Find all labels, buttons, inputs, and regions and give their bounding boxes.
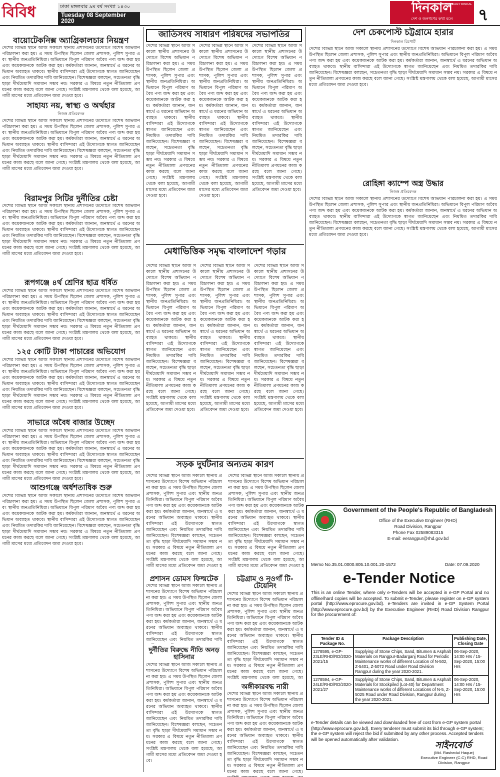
mid-columns — [146, 264, 304, 454]
table-cell: 06-Sep-2020, 14:00 Hrs / 15-Sep-2020, 15:00 Hrs — [453, 676, 489, 704]
signatory-name: (Md. Rashedul Haque) — [433, 750, 475, 755]
masthead — [0, 0, 500, 26]
table-row — [312, 648, 489, 676]
article-text: দেশের বিভিন্ন স্থানে আজ সকালে স্থানীয় প্রশাসনের উদ্যোগে বিশেষ অভিযান পরিচালনা করা হয়। এ সময় উপস্থিত ছিলেন জেলা প্রশাসক, পুলিশ সুপার এবং স্থানীয় জনপ্রতিনিধিরা। অভিযানে বিপুল পরিমাণ অবৈধ পণ্য জব্দ করা হয় এবং কয়েকজনকে আটক করা হয়। কর্মকর্তারা জানান, জনস্বার্থে এ ধরনের অভিযান অব্যাহত থাকবে। স্থানীয় বাসিন্দারা এই উদ্যোগকে স্বাগত জানিয়েছেন এবং নিয়মিত তদারকির দাবি জানিয়েছেন। বিশেষজ্ঞরা বলছেন, সচেতনতা বৃদ্ধি ছাড়া দীর্ঘমেয়াদি সমাধান সম্ভব নয়। সরকার এ বিষয়ে নতুন নীতিমালা প্রণয়নের কাজ করছে বলে জানা গেছে। সংশ্লিষ্ট মন্ত্রণালয় থেকে বলা হয়েছে, আগামী মাসের মধ্যে প্রতিবেদন জমা দেওয়া হবে। — [146, 662, 222, 764]
section-name: বিবিধ — [2, 3, 36, 21]
logo-bengali: দিনকাল — [411, 1, 453, 16]
headline: সড়ক দুর্ঘটনার অন্যতম কারণ — [176, 460, 274, 470]
article-text: দেশের বিভিন্ন স্থানে আজ সকালে স্থানীয় প্রশাসনের উদ্যোগে বিশেষ অভিযান পরিচালনা করা হয়। এ সময় উপস্থিত ছিলেন জেলা প্রশাসক, পুলিশ সুপার এবং স্থানীয় জনপ্রতিনিধিরা। অভিযানে বিপুল পরিমাণ অবৈধ পণ্য জব্দ করা হয় এবং কয়েকজনকে আটক করা হয়। কর্মকর্তারা জানান, জনস্বার্থে এ ধরনের অভিযান অব্যাহত থাকবে। স্থানীয় বাসিন্দারা এই উদ্যোগকে স্বাগত জানিয়েছেন এবং নিয়মিত তদারকির দাবি জানিয়েছেন। বিশেষজ্ঞরা বলছেন, সচেতনতা বৃদ্ধি ছাড়া দীর্ঘমেয়াদি সমাধান সম্ভব নয়। সরকার এ বিষয়ে নতুন নীতিমালা প্রণয়নের কাজ করছে বলে জানা গেছে। সংশ্লিষ্ট মন্ত্রণালয় থেকে বলা হয়েছে, আগামী মাসের মধ্যে প্রতিবেদন জমা দেওয়া হবে। — [2, 118, 140, 172]
bottom-story-mid — [227, 574, 303, 776]
article-text: দেশের বিভিন্ন স্থানে আজ সকালে স্থানীয় প্রশাসনের উদ্যোগে বিশেষ অভিযান পরিচালনা করা হয়। এ সময় উপস্থিত ছিলেন জেলা প্রশাসক, পুলিশ সুপার এবং স্থানীয় জনপ্রতিনিধিরা। অভিযানে বিপুল পরিমাণ অবৈধ পণ্য জব্দ করা হয় এবং কয়েকজনকে আটক করা হয়। কর্মকর্তারা জানান, জনস্বার্থে এ ধরনের অভিযান অব্যাহত থাকবে। স্থানীয় বাসিন্দারা এই উদ্যোগকে স্বাগত জানিয়েছেন এবং নিয়মিত তদারকির দাবি জানিয়েছেন। বিশেষজ্ঞরা বলছেন, সচেতনতা বৃদ্ধি ছাড়া দীর্ঘমেয়াদি সমাধান সম্ভব নয়। সরকার এ বিষয়ে নতুন নীতিমালা প্রণয়নের কাজ করছে বলে জানা গেছে। সংশ্লিষ্ট মন্ত্রণালয় থেকে বলা হয়েছে, আগামী মাসের মধ্যে প্রতিবেদন জমা দেওয়া হবে। — [309, 196, 497, 238]
lead-columns — [146, 44, 302, 242]
article-text: দেশের বিভিন্ন স্থানে আজ সকালে স্থানীয় প্রশাসনের উদ্যোগে বিশেষ অভিযান পরিচালনা করা হয়। এ সময় উপস্থিত ছিলেন জেলা প্রশাসক, পুলিশ সুপার এবং স্থানীয় জনপ্রতিনিধিরা। অভিযানে বিপুল পরিমাণ অবৈধ পণ্য জব্দ করা হয় এবং কয়েকজনকে আটক করা হয়। কর্মকর্তারা জানান, জনস্বার্থে এ ধরনের অভিযান অব্যাহত থাকবে। স্থানীয় বাসিন্দারা এই উদ্যোগকে স্বাগত জানিয়েছেন এবং নিয়মিত তদারকির দাবি জানিয়েছেন। বিশেষজ্ঞরা বলছেন, সচেতনতা বৃদ্ধি ছাড়া দীর্ঘমেয়াদি সমাধান সম্ভব নয়। সরকার এ বিষয়ে নতুন নীতিমালা প্রণয়নের কাজ করছে বলে জানা গেছে। সংশ্লিষ্ট মন্ত্রণালয় থেকে বলা হয়েছে, আগামী মাসের মধ্যে প্রতিবেদন জমা দেওয়া হবে। — [2, 204, 140, 258]
headline: বায়োটেকনিক্স অ্যাগ্রিকালচার নিয়ন্ত্রণ — [13, 35, 129, 45]
lead-story — [146, 29, 302, 42]
section-rule — [146, 244, 304, 245]
column-left — [2, 28, 140, 770]
notice-title: e-Tender Notice — [342, 570, 456, 587]
table-header: Tender ID & Package No. — [312, 635, 354, 648]
notice-date: Date: 07.09.2020 — [445, 562, 480, 567]
headline: রোহিঙ্গা ক্যাম্পে অস্ত্র উদ্ধার — [362, 178, 444, 188]
table-cell: Supplying of Stone Chips, Sand, Bitumen & Asphalt Materials for Stockpiled (Lot-40) for Department Maintenance works of different Locations of N-5, Z-5025 Road under Road Division, Rangpur during the year 2020-2021. — [355, 677, 451, 702]
article-text: দেশের বিভিন্ন স্থানে আজ সকালে স্থানীয় প্রশাসনের উদ্যোগে বিশেষ অভিযান পরিচালনা করা হয়। এ সময় উপস্থিত ছিলেন জেলা প্রশাসক, পুলিশ সুপার এবং স্থানীয় জনপ্রতিনিধিরা। অভিযানে বিপুল পরিমাণ অবৈধ পণ্য জব্দ করা হয় এবং কয়েকজনকে আটক করা হয়। কর্মকর্তারা জানান, জনস্বার্থে এ ধরনের অভিযান অব্যাহত থাকবে। স্থানীয় বাসিন্দারা এই উদ্যোগকে স্বাগত জানিয়েছেন এবং নিয়মিত তদারকির দাবি জানিয়েছেন। বিশেষজ্ঞরা বলছেন, সচেতনতা বৃদ্ধি ছাড়া দীর্ঘমেয়াদি সমাধান সম্ভব নয়। সরকার এ বিষয়ে নতুন নীতিমালা প্রণয়নের কাজ করছে বলে জানা গেছে। সংশ্লিষ্ট মন্ত্রণালয় থেকে বলা হয়েছে, আগামী মাসের মধ্যে প্রতিবেদন জমা দেওয়া হবে। — [2, 357, 140, 411]
article-text: দেশের বিভিন্ন স্থানে আজ সকালে স্থানীয় প্রশাসনের উদ্যোগে বিশেষ অভিযান পরিচালনা করা হয়। এ সময় উপস্থিত ছিলেন জেলা প্রশাসক, পুলিশ সুপার এবং স্থানীয় জনপ্রতিনিধিরা। অভিযানে বিপুল পরিমাণ অবৈধ পণ্য জব্দ করা হয় এবং কয়েকজনকে আটক করা হয়। কর্মকর্তারা জানান, জনস্বার্থে এ ধরনের অভিযান অব্যাহত থাকবে। স্থানীয় বাসিন্দারা এই উদ্যোগকে স্বাগত জানিয়েছেন এবং নিয়মিত তদারকির দাবি জানিয়েছেন। বিশেষজ্ঞরা বলছেন, সচেতনতা বৃদ্ধি ছাড়া দীর্ঘমেয়াদি সমাধান সম্ভব নয়। সরকার এ বিষয়ে নতুন নীতিমালা প্রণয়নের কাজ করছে বলে জানা গেছে। — [227, 692, 303, 776]
tender-notice — [306, 505, 496, 770]
headline: মেধাভিত্তিক সমৃদ্ধ বাংলাদেশ গড়ার — [163, 247, 287, 257]
road-story — [146, 461, 304, 470]
newspaper-logo — [390, 1, 474, 24]
notice-body: This is an online Tender, where only e-Tenders will be accepted in e-GP Portal and no offline/hard copies will be accepted. To submit e-Tender, please register on e-GP system portal (http://www.eprocure.gov.bd). e-Tenders are invited in e-GP System Portal (http://www.eprocure.gov.bd) by the Executive Engineer (RHD) Road Division Rangpur for the procurement of: — [311, 590, 489, 617]
headline: ১২৫ কোটি টাকা পাচারের অভিযোগ — [16, 347, 126, 357]
headline: আশুগঞ্জে অর্ধশতাধিক শুরু — [30, 482, 112, 492]
table-row — [312, 676, 489, 704]
article-text: দেশের বিভিন্ন স্থানে আজ সকালে স্থানীয় প্রশাসনের উদ্যোগে বিশেষ অভিযান পরিচালনা করা হয়। এ সময় উপস্থিত ছিলেন জেলা প্রশাসক, পুলিশ সুপার এবং স্থানীয় জনপ্রতিনিধিরা। অভিযানে বিপুল পরিমাণ অবৈধ পণ্য জব্দ করা হয় এবং কয়েকজনকে আটক করা হয়। কর্মকর্তারা জানান, জনস্বার্থে এ ধরনের অভিযান অব্যাহত থাকবে। স্থানীয় বাসিন্দারা এই উদ্যোগকে স্বাগত জানিয়েছেন এবং নিয়মিত তদারকির দাবি জানিয়েছেন। বিশেষজ্ঞরা বলছেন, সচেতনতা বৃদ্ধি ছাড়া দীর্ঘমেয়াদি সমাধান সম্ভব নয়। সরকার এ বিষয়ে নতুন নীতিমালা প্রণয়নের কাজ করছে বলে জানা গেছে। সংশ্লিষ্ট মন্ত্রণালয় থেকে বলা হয়েছে, আগামী মাসের মধ্যে প্রতিবেদন জমা দেওয়া হবে। — [2, 289, 140, 343]
headline: সাভারে অবৈধ বাজার উচ্ছেদ — [27, 417, 115, 427]
notice-office: Office of the Executive Engineer (RHD) — [378, 518, 458, 523]
article-text: দেশের বিভিন্ন স্থানে আজ সকালে স্থানীয় প্রশাসনের উদ্যোগে বিশেষ অভিযান পরিচালনা করা হয়। এ সময় উপস্থিত ছিলেন জেলা প্রশাসক, পুলিশ সুপার এবং স্থানীয় জনপ্রতিনিধিরা। অভিযানে বিপুল পরিমাণ অবৈধ পণ্য জব্দ করা হয় এবং কয়েকজনকে আটক করা হয়। কর্মকর্তারা জানান, জনস্বার্থে এ ধরনের অভিযান অব্যাহত থাকবে। স্থানীয় বাসিন্দারা এই উদ্যোগকে স্বাগত জানিয়েছেন এবং নিয়মিত তদারকির দাবি জানিয়েছেন। বিশেষজ্ঞরা বলছেন, সচেতনতা বৃদ্ধি ছাড়া দীর্ঘমেয়াদি সমাধান সম্ভব নয়। সরকার এ বিষয়ে নতুন নীতিমালা প্রণয়নের কাজ করছে বলে জানা গেছে। সংশ্লিষ্ট মন্ত্রণালয় থেকে বলা হয়েছে, আগামী মাসের মধ্যে প্রতিবেদন জমা দেওয়া হ — [228, 474, 304, 569]
byline: নিজস্ব প্রতিবেদক — [389, 188, 417, 194]
byline: নিজস্ব প্রতিবেদক — [57, 110, 85, 116]
table-header: Publishing Date, Closing Date — [454, 636, 487, 646]
right-story — [309, 29, 497, 501]
headline: চট্টগ্রাম ও নওগাঁ টি-টেয়েনিং — [236, 574, 294, 591]
column-rule — [224, 574, 225, 772]
signatory — [415, 750, 493, 765]
table-cell: 1278595, e-GP-23LE/RHD/RD/2020-2021/15 — [312, 648, 354, 676]
notice-footer: e-Tender details can be viewed and downloaded free of cost from e-GP system portal (http://www.eprocure.gov.bd). Every tenderer must submit its bid through e-GP system; the e-GP system will reject the bid if submitted by any other process. Accepted tenders will be opened automatically after validation. — [311, 720, 484, 742]
page-number: ৭ — [478, 5, 489, 24]
headline: দেশ চেকপোস্ট চট্টগ্রামে হারার — [352, 28, 454, 38]
notice-division: Road Division, Rangpur — [394, 524, 442, 529]
headline: অঙ্গীকারবদ্ধ নারী — [241, 681, 289, 691]
column-rule — [143, 27, 144, 772]
article-text: দেশের বিভিন্ন স্থানে আজ সকালে স্থানীয় প্রশাসনের উদ্যোগে বিশেষ অভিযান পরিচালনা করা হয়। এ সময় উপস্থিত ছিলেন জেলা প্রশাসক, পুলিশ সুপার এবং স্থানীয় জনপ্রতিনিধিরা। অভিযানে বিপুল পরিমাণ অবৈধ পণ্য জব্দ করা হয় এবং কয়েকজনকে আটক করা হয়। কর্মকর্তারা জানান, জনস্বার্থে এ ধরনের অভিযান অব্যাহত থাকবে। স্থানীয় বাসিন্দারা এই উদ্যোগকে স্বাগত জানিয়েছেন এবং নিয়মিত তদারকির দাবি জানিয়েছেন। বিশেষজ্ঞরা বলছেন, সচেতনতা বৃদ্ধি ছাড়া দীর্ঘমেয়াদি সমাধান সম্ভব নয়। সরকার এ বিষয়ে নতুন নীতিমালা প্রণয়নের কাজ করছে বলে জানা গেছে। সংশ্লিষ্ট মন্ত্রণালয় থেকে বলা হয়েছে, আগামী মাসের মধ্যে প্রতিবেদন জমা দেওয়া হবে। — [146, 264, 196, 413]
article-text: দেশের বিভিন্ন স্থানে আজ সকালে স্থানীয় প্রশাসনের উদ্যোগে বিশেষ অভিযান পরিচালনা করা হয়। এ সময় উপস্থিত ছিলেন জেলা প্রশাসক, পুলিশ সুপার এবং স্থানীয় জনপ্রতিনিধিরা। অভিযানে বিপুল পরিমাণ অবৈধ পণ্য জব্দ করা হয় এবং কয়েকজনকে আটক করা হয়। কর্মকর্তারা জানান, জনস্বার্থে এ ধরনের অভিযান অব্যাহত থাকবে। স্থানীয় বাসিন্দারা এই উদ্যোগকে স্বাগত জানিয়েছেন এবং নিয়মিত তদারকির দাবি জানিয়েছেন। বিশেষজ্ঞরা বলছেন, সচেতনতা বৃদ্ধি ছাড়া দীর্ঘমেয়াদি সমাধান সম্ভব নয়। সরকার এ বিষয়ে নতুন নীতিমালা প্রণয়নের কাজ করছে বলে জানা গেছে। সংশ্লিষ্ট মন্ত্রণালয় থেকে বলা হয়েছে, আগামী মাসের মধ্যে প্রতিবেদন জমা দেওয়া হবে। — [2, 46, 140, 99]
headline: প্রশাসন ডোমস ফিল্মটেক — [149, 574, 219, 583]
article-text: দেশের বিভিন্ন স্থানে আজ সকালে স্থানীয় প্রশাসনের উদ্যোগে বিশেষ অভিযান পরিচালনা করা হয়। এ সময় উপস্থিত ছিলেন জেলা প্রশাসক, পুলিশ সুপার এবং স্থানীয় জনপ্রতিনিধিরা। অভিযানে বিপুল পরিমাণ অবৈধ পণ্য জব্দ করা হয় এবং কয়েকজনকে আটক করা হয়। কর্মকর্তারা জানান, জনস্বার্থে এ ধরনের অভিযান অব্যাহত থাকবে। স্থানীয় বাসিন্দারা এই উদ্যোগকে স্বাগত জানিয়েছেন এবং নিয়মিত তদারকির দাবি জানিয়েছেন। বিশেষজ্ঞরা বলছেন, সচেতনতা বৃদ্ধি ছাড়া দীর্ঘমেয়াদি সমাধান সম্ভব নয়। সরকার এ বিষয়ে নতুন নীতিমালা প্রণয়নের কাজ করছে বলে জানা গেছে। সংশ্লিষ্ট মন্ত্রণালয় থেকে বলা হয়েছে, আগামী মাসের মধ্যে প্রতিবেদন জমা দেওয়া হবে। — [254, 264, 304, 413]
article-text: দেশের বিভিন্ন স্থানে আজ সকালে স্থানীয় প্রশাসনের উদ্যোগে বিশেষ অভিযান পরিচালনা করা হয়। এ সময় উপস্থিত ছিলেন জেলা প্রশাসক, পুলিশ সুপার এবং স্থানীয় জনপ্রতিনিধিরা। অভিযানে বিপুল পরিমাণ অবৈধ পণ্য জব্দ করা হয় এবং কয়েকজনকে আটক করা হয়। কর্মকর্তারা জানান, জনস্বার্থে এ ধরনের অভিযান অব্যাহত থাকবে। স্থানীয় বাসিন্দারা এই উদ্যোগকে স্বাগত জানিয়েছেন এবং নিয়মিত তদারকির দাবি জানিয়েছেন। বিশেষজ্ঞরা বলছেন, সচেতনতা বৃদ্ধি ছাড়া দীর্ঘমেয়াদি সমাধান সম্ভব নয়। সরকার এ বিষয়ে নতুন নীতিমালা প্রণয়নের কাজ করছে বলে জানা গেছে। সংশ্লিষ্ট মন্ত্রণালয় থেকে বলা হয়েছে, আগামী মাসের মধ্যে প্রতিবেদন জমা দেওয়া হবে। — [2, 493, 140, 547]
signatory-title: Executive Engineer (C.C) RHD, Road Division, Rangpur — [420, 755, 488, 765]
headline: বিরামপুর সিটির দুর্নীতির চেষ্টা — [24, 192, 118, 203]
issue-date-en: Tuesday 08 September 2020 — [58, 12, 140, 26]
table-header-row — [312, 635, 489, 648]
article-text: দেশের বিভিন্ন স্থানে আজ সকালে স্থানীয় প্রশাসনের উদ্যোগে বিশেষ অভিযান পরিচালনা করা হয়। এ সময় উপস্থিত ছিলেন জেলা প্রশাসক, পুলিশ সুপার এবং স্থানীয় জনপ্রতিনিধিরা। অভিযানে বিপুল পরিমাণ অবৈধ পণ্য জব্দ করা হয় এবং কয়েকজনকে আটক করা হয়। কর্মকর্তারা জানান, জনস্বার্থে এ ধরনের অভিযান অব্যাহত থাকবে। স্থানীয় বাসিন্দারা এই উদ্যোগকে স্বাগত জানিয়েছেন এবং নিয়মিত তদারকির দাবি জানিয়েছেন। বিশেষজ্ঞরা বলছেন, সচেতনতা বৃদ্ধি ছাড়া দীর্ঘমেয়াদি সমাধান সম্ভব নয়। সরকার এ বিষয়ে নতুন নীতিমালা প্রণয়নের কাজ করছে বলে জানা গেছে। সংশ্লিষ্ট মন্ত্রণালয় থেকে বলা হয়েছে, আগামী মাসের মধ্যে প্রতিবেদন জমা দেওয়া হবে। — [146, 44, 195, 199]
road-columns — [146, 474, 304, 570]
notice-email: E-mail: eerangpur@rhd.gov.bd — [387, 536, 449, 541]
notice-government: Government of the People's Republic of Bangladesh — [343, 508, 493, 514]
signature: সাইনবোর্ড — [435, 741, 472, 751]
lead-headline: জাতিসংঘ সাধারণ পরিষদের সভাপতির — [146, 29, 302, 42]
table-cell: Supplying of Stone Chips, Sand, Bitumen & Asphalt Materials on Rangpur-Badarganj Road for Periodic Maintenance works of different Location of N-502, Z-5401, Z-5072 Road under Road Division Rangpur during the year 2020-2021. — [355, 649, 451, 674]
table-header: Package Description — [354, 635, 453, 648]
notice-phone: Phone Fax 02589083315 — [392, 530, 444, 535]
issue-date-bn: ঢাকা মঙ্গলবার ৯ম বর্ষ সংখ্যা ১৪৩০ — [58, 3, 176, 13]
bottom-story-left — [146, 575, 222, 772]
mid-story — [146, 248, 304, 257]
section-rule — [146, 458, 304, 459]
table-cell: 1278594, e-GP-24LE/RHD/RD/2020-2021/27 — [312, 676, 354, 704]
headline: রূপগঞ্জে ৪র্থ শ্রেণির ছাত্র ধর্ষিত — [24, 278, 118, 288]
government-seal-icon — [314, 509, 336, 531]
logo-english: THE DAILY DINKAL — [445, 2, 472, 6]
table-cell: 06-Sep-2020, 14:00 Hrs / 15-Sep-2020, 15:00 Hrs — [453, 648, 489, 676]
byline: দিনকাল রিপোর্ট — [390, 38, 416, 44]
article-text: দেশের বিভিন্ন স্থানে আজ সকালে স্থানীয় প্রশাসনের উদ্যোগে বিশেষ অভিযান পরিচালনা করা হয়। এ সময় উপস্থিত ছিলেন জেলা প্রশাসক, পুলিশ সুপার এবং স্থানীয় জনপ্রতিনিধিরা। অভিযানে বিপুল পরিমাণ অবৈধ পণ্য জব্দ করা হয় এবং কয়েকজনকে আটক করা হয়। কর্মকর্তারা জানান, জনস্বার্থে এ ধরনের অভিযান অব্যাহত থাকবে। স্থানীয় বাসিন্দারা এই উদ্যোগকে স্বাগত জানিয়েছেন এবং নিয়মিত তদারকির দাবি জানিয়েছেন। বিশেষজ্ঞরা বলছেন, সচেতনতা বৃদ্ধি ছাড়া দীর্ঘমেয়াদি সমাধান সম্ভব নয়। সরকার এ বিষয়ে নতুন নীতিমালা প্রণয়নের কাজ করছে বলে জানা গেছে। সংশ্লিষ্ট মন্ত্রণালয় থেকে বলা হয়েছে, আগামী মাসের মধ্যে প্রতিবেদন জমা দেওয়া হবে। — [2, 428, 140, 481]
headline: দুর্নীতির বিরুদ্ধে নীতি অনড় হাসিনার — [148, 646, 220, 662]
article-text: দেশের বিভিন্ন স্থানে আজ সকালে স্থানীয় প্রশাসনের উদ্যোগে বিশেষ অভিযান পরিচালনা করা হয়। এ সময় উপস্থিত ছিলেন জেলা প্রশাসক, পুলিশ সুপার এবং স্থানীয় জনপ্রতিনিধিরা। অভিযানে বিপুল পরিমাণ অবৈধ পণ্য জব্দ করা হয় এবং কয়েকজনকে আটক করা হয়। কর্মকর্তারা জানান, জনস্বার্থে এ ধরনের অভিযান অব্যাহত থাকবে। স্থানীয় বাসিন্দারা এই উদ্যোগকে স্বাগত জানিয়েছেন এবং নিয়মিত তদারকির দাবি জানিয়েছেন। বিশেষজ্ঞরা বলছেন, সচেতনতা বৃদ্ধি ছাড়া দীর্ঘমেয়াদি সমাধান সম্ভব নয়। সরকার এ বিষয়ে নতুন নীতিমালা প্রণয়নের কাজ করছে বলে জানা গেছে। সংশ্লিষ্ট মন্ত্রণালয় থেকে বলা হয়েছে, আগামী মাসের মধ্যে প্রতিবেদন জমা দেওয়া হবে। — [309, 46, 497, 88]
article-text: দেশের বিভিন্ন স্থানে আজ সকালে স্থানীয় প্রশাসনের উদ্যোগে বিশেষ অভিযান পরিচালনা করা হয়। এ সময় উপস্থিত ছিলেন জেলা প্রশাসক, পুলিশ সুপার এবং স্থানীয় জনপ্রতিনিধিরা। অভিযানে বিপুল পরিমাণ অবৈধ পণ্য জব্দ করা হয় এবং কয়েকজনকে আটক করা হয়। কর্মকর্তারা জানান, জনস্বার্থে এ ধরনের অভিযান অব্যাহত থাকবে। স্থানীয় বাসিন্দারা এই উদ্যোগকে স্বাগত জানিয়েছেন এবং নিয়মিত তদারকির দাবি জানিয়েছেন। বিশেষজ্ঞরা বলছেন, সচেতনতা বৃদ্ধি ছাড়া দীর্ঘমেয়াদি সমাধান সম্ভব নয়। সরকার এ বিষয়ে নতুন নীতিমালা প্রণয়নের কাজ করছে বলে জানা গেছে। সংশ্লিষ্ট মন্ত্রণালয় থেকে বলা হয়েছে, আ — [227, 591, 303, 680]
tender-table — [311, 634, 489, 704]
headline: সাহায্য নয়, স্বাস্থ্য ও অর্থহার — [26, 100, 116, 111]
article-text: দেশের বিভিন্ন স্থানে আজ সকালে স্থানীয় প্রশাসনের উদ্যোগে বিশেষ অভিযান পরিচালনা করা হয়। এ সময় উপস্থিত ছিলেন জেলা প্রশাসক, পুলিশ সুপার এবং স্থানীয় জনপ্রতিনিধিরা। অভিযানে বিপুল পরিমাণ অবৈধ পণ্য জব্দ করা হয় এবং কয়েকজনকে আটক করা হয়। কর্মকর্তারা জানান, জনস্বার্থে এ ধরনের অভিযান অব্যাহত থাকবে। স্থানীয় বাসিন্দারা এই উদ্যোগকে স্বাগত জানিয়েছেন এবং নিয়মিত তদারকির দাবি জানিয়েছেন। বিশেষজ্ঞরা বলছেন, সচেতনতা বৃদ্ধি ছাড়া দীর্ঘমেয়াদি সমাধান সম্ভব নয়। সরকার এ বিষয়ে নতুন নীতিমালা প্রণয়নের কাজ করছে বলে জানা গেছে। সংশ্লিষ্ট মন্ত্রণালয় থেকে বলা হয়েছে, আগামী মাসের মধ্যে প্রতিবেদন জমা দেওয়া হবে। — [252, 44, 302, 193]
article-text: দেশের বিভিন্ন স্থানে আজ সকালে স্থানীয় প্রশাসনের উদ্যোগে বিশেষ অভিযান পরিচালনা করা হয়। এ সময় উপস্থিত ছিলেন জেলা প্রশাসক, পুলিশ সুপার এবং স্থানীয় জনপ্রতিনিধিরা। অভিযানে বিপুল পরিমাণ অবৈধ পণ্য জব্দ করা হয় এবং কয়েকজনকে আটক করা হয়। কর্মকর্তারা জানান, জনস্বার্থে এ ধরনের অভিযান অব্যাহত থাকবে। স্থানীয় বাসিন্দারা এই উদ্যোগকে স্বাগত জানিয়েছেন এবং নিয়মিত তদারকির দাবি জানিয়েছেন। বিশেষজ্ঞরা বলছেন, সচেতনতা বৃদ্ধি ছাড়া দীর্ঘমেয়াদি সমাধান সম্ভব নয়। সরকার এ বিষয়ে নতুন নীতিমালা প্রণয়নের কাজ করছে বলে জানা গেছে। সংশ্লিষ্ট মন্ত্রণালয় থেকে বলা হয়েছে, আগামী মাসের মধ্যে প্রতিবেদন জমা দেওয়া হবে। — [200, 264, 250, 413]
logo-tagline: দেশ ও জনগণের কথা বলে — [411, 16, 453, 21]
notice-memo: Memo No.35.01.0000.805.10.001.20-1572 — [311, 562, 396, 567]
column-rule — [305, 27, 306, 502]
article-text: দেশের বিভিন্ন স্থানে আজ সকালে স্থানীয় প্রশাসনের উদ্যোগে বিশেষ অভিযান পরিচালনা করা হয়। এ সময় উপস্থিত ছিলেন জেলা প্রশাসক, পুলিশ সুপার এবং স্থানীয় জনপ্রতিনিধিরা। অভিযানে বিপুল পরিমাণ অবৈধ পণ্য জব্দ করা হয় এবং কয়েকজনকে আটক করা হয়। কর্মকর্তারা জানান, জনস্বার্থে এ ধরনের অভিযান অব্যাহত থাকবে। স্থানীয় বাসিন্দারা এই উদ্যোগকে স্বাগত জানিয়েছেন এবং নিয়মিত তদারকির দাবি জানিয়েছেন। বিশেষজ্ঞরা বলছেন, সচেতনতা বৃদ্ধি ছাড়া দীর্ঘমেয়াদি সমাধান সম্ভব নয়। সরকার এ বিষয়ে নতুন নীতিমালা প্রণয়নের কাজ করছে বলে জানা গেছে। সংশ্লিষ্ট মন্ত্রণালয় থেকে বলা হয়েছে, আগামী মাসের মধ্যে প্রতিবেদন জমা দেওয়া হবে। — [199, 44, 248, 199]
article-text: দেশের বিভিন্ন স্থানে আজ সকালে স্থানীয় প্রশাসনের উদ্যোগে বিশেষ অভিযান পরিচালনা করা হয়। এ সময় উপস্থিত ছিলেন জেলা প্রশাসক, পুলিশ সুপার এবং স্থানীয় জনপ্রতিনিধিরা। অভিযানে বিপুল পরিমাণ অবৈধ পণ্য জব্দ করা হয় এবং কয়েকজনকে আটক করা হয়। কর্মকর্তারা জানান, জনস্বার্থে এ ধরনের অভিযান অব্যাহত থাকবে। স্থানীয় বাসিন্দারা এই উদ্যোগকে স্বাগত জানিয়েছেন এবং নিয়মিত তদারকির দাবি জানিয়েছেন। বিশেষজ্ঞরা বলছেন, সচেতনতা বৃদ্ধি ছাড়া দীর্ঘমেয়াদি সমাধান সম্ভব নয়। সরকার এ বিষয়ে নতুন নীতিমালা প্রণয়নের কাজ করছে বলে জানা গেছে। সংশ্লিষ্ট মন্ত্রণালয় থেকে বলা হয়েছে, আগামী মাসের মধ্যে প্রতিবেদন জমা দেওয়া হ — [146, 474, 222, 569]
article-text: দেশের বিভিন্ন স্থানে আজ সকালে স্থানীয় প্রশাসনের উদ্যোগে বিশেষ অভিযান পরিচালনা করা হয়। এ সময় উপস্থিত ছিলেন জেলা প্রশাসক, পুলিশ সুপার এবং স্থানীয় জনপ্রতিনিধিরা। অভিযানে বিপুল পরিমাণ অবৈধ পণ্য জব্দ করা হয় এবং কয়েকজনকে আটক করা হয়। কর্মকর্তারা জানান, জনস্বার্থে এ ধরনের অভিযান অব্যাহত থাকবে। স্থানীয় বাসিন্দারা এই উদ্যোগকে স্বাগত জানিয়েছেন এবং নিয়মিত তদারকির দাবি — [146, 584, 222, 644]
